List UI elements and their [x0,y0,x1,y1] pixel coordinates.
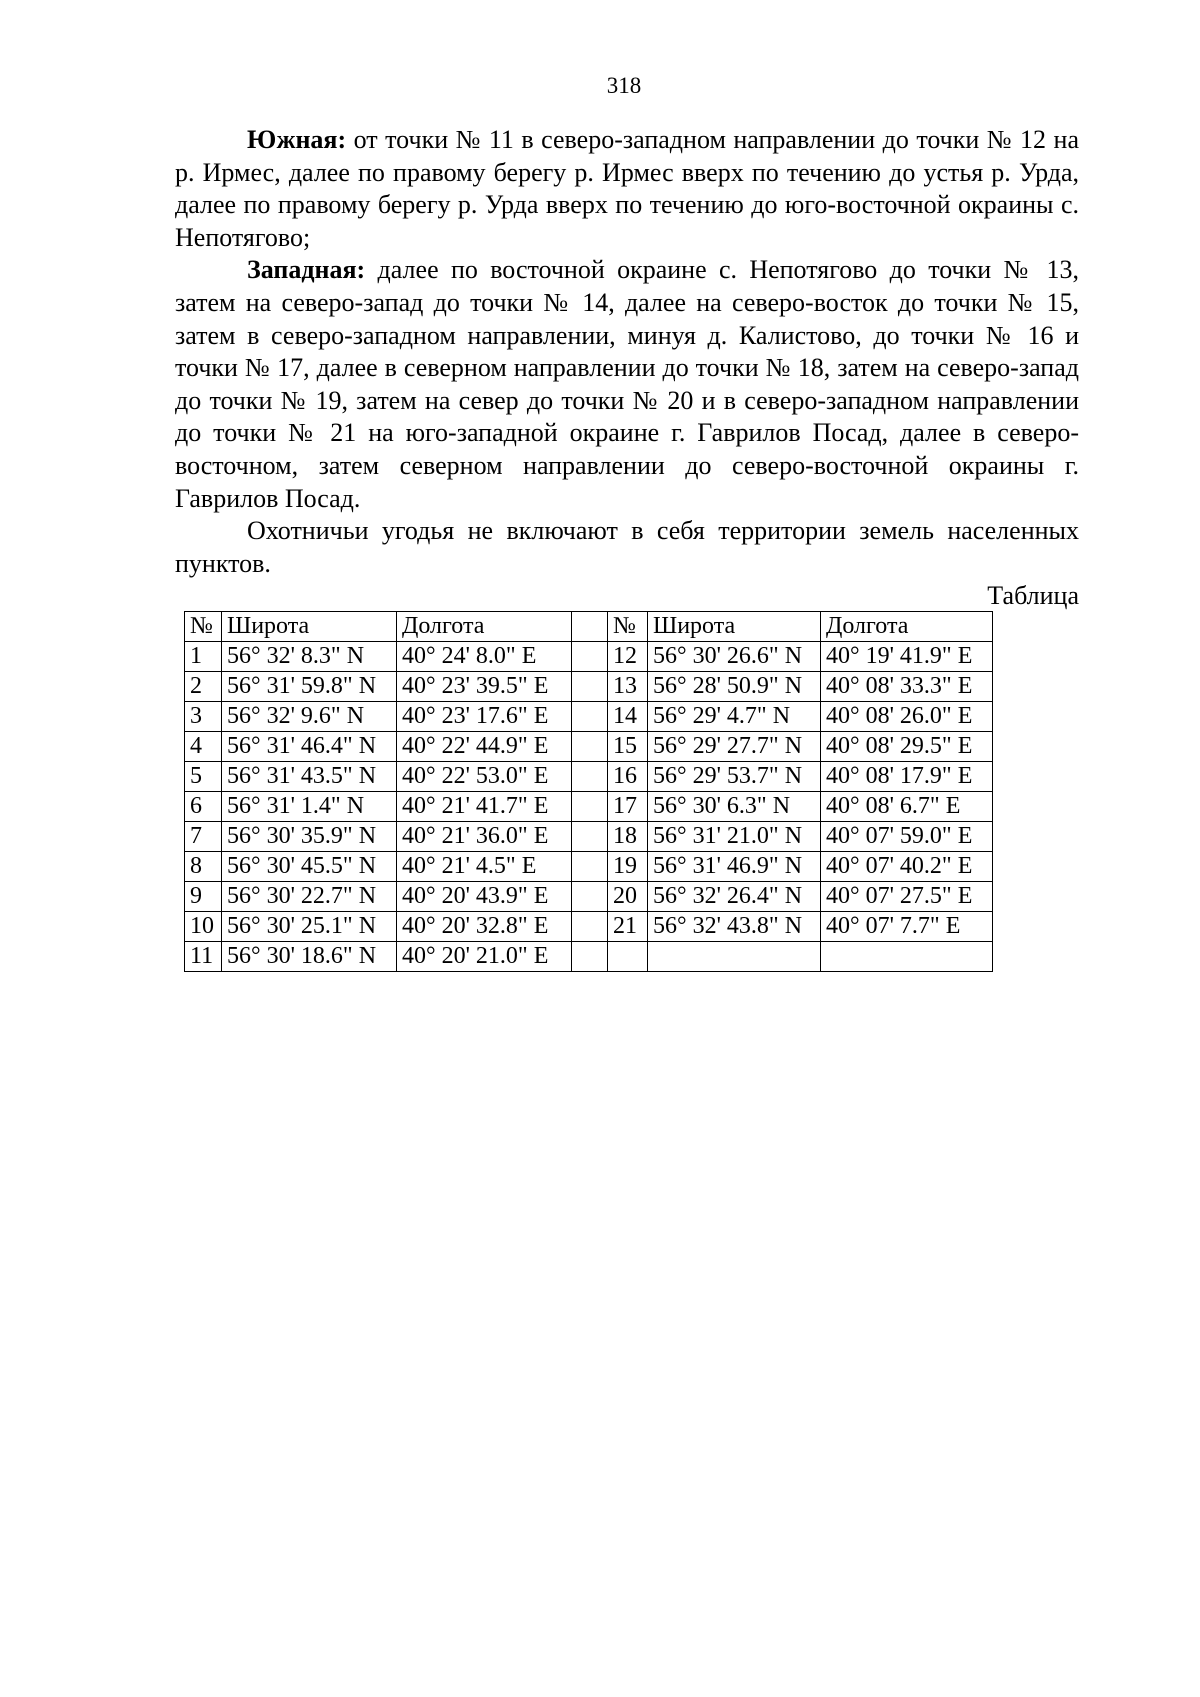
cell-longitude-2 [821,942,993,972]
cell-longitude: 40° 21' 4.5" E [397,852,572,882]
page-number: 318 [606,73,642,98]
table-body [185,612,993,972]
cell-longitude-2: 40° 08' 29.5" E [821,732,993,762]
cell-latitude-2: 56° 32' 26.4" N [648,882,821,912]
cell-number: 6 [185,792,222,822]
cell-latitude-2: 56° 31' 46.9" N [648,852,821,882]
cell-latitude: 56° 31' 43.5" N [222,762,397,792]
cell-latitude-2: 56° 30' 6.3" N [648,792,821,822]
header-cell-number: № [185,612,222,642]
cell-number-2: 18 [608,822,648,852]
cell-latitude-2: 56° 28' 50.9" N [648,672,821,702]
cell-number: 5 [185,762,222,792]
cell-number-2: 19 [608,852,648,882]
cell-latitude: 56° 32' 9.6" N [222,702,397,732]
table-row [185,822,993,852]
cell-latitude: 56° 30' 35.9" N [222,822,397,852]
cell-number-2: 12 [608,642,648,672]
cell-longitude: 40° 20' 32.8" E [397,912,572,942]
table-row [185,732,993,762]
cell-gap [572,912,608,942]
cell-latitude-2: 56° 29' 27.7" N [648,732,821,762]
cell-longitude: 40° 20' 43.9" E [397,882,572,912]
cell-gap [572,732,608,762]
cell-longitude-2: 40° 07' 59.0" E [821,822,993,852]
cell-latitude-2: 56° 32' 43.8" N [648,912,821,942]
cell-number: 8 [185,852,222,882]
header-cell-latitude-2: Широта [648,612,821,642]
cell-latitude: 56° 31' 46.4" N [222,732,397,762]
paragraph-lead: Южная: [247,125,347,154]
cell-latitude: 56° 31' 1.4" N [222,792,397,822]
cell-longitude-2: 40° 08' 17.9" E [821,762,993,792]
cell-longitude: 40° 22' 44.9" E [397,732,572,762]
cell-longitude: 40° 23' 39.5" E [397,672,572,702]
cell-gap [572,882,608,912]
cell-number: 7 [185,822,222,852]
paragraph-lead: Западная: [247,255,366,285]
table-row [185,912,993,942]
cell-number-2: 15 [608,732,648,762]
cell-longitude: 40° 20' 21.0" E [397,942,572,972]
cell-latitude-2: 56° 29' 53.7" N [648,762,821,792]
table-row [185,942,993,972]
header-cell-latitude: Широта [222,612,397,642]
cell-longitude: 40° 24' 8.0" E [397,642,572,672]
cell-latitude: 56° 30' 18.6" N [222,942,397,972]
paragraph-note [175,515,1079,580]
cell-number: 10 [185,912,222,942]
table-row [185,792,993,822]
table-row [185,762,993,792]
cell-longitude-2: 40° 07' 7.7" E [821,912,993,942]
cell-gap [572,792,608,822]
header-cell-longitude: Долгота [397,612,572,642]
cell-latitude-2: 56° 30' 26.6" N [648,642,821,672]
cell-gap [572,942,608,972]
cell-latitude: 56° 30' 45.5" N [222,852,397,882]
cell-gap [572,852,608,882]
table-row [185,672,993,702]
cell-gap [572,642,608,672]
paragraph-west [175,254,1079,515]
cell-longitude-2: 40° 19' 41.9" E [821,642,993,672]
cell-number: 11 [185,942,222,972]
cell-latitude: 56° 32' 8.3" N [222,642,397,672]
header-cell-number-2: № [608,612,648,642]
cell-gap [572,822,608,852]
paragraph-south [175,124,1079,254]
header-cell-gap [572,612,608,642]
paragraph-text: далее по восточной окраине с. Непотягово до точки № 13, затем на северо-запад до точки № 14, далее на северо-восток до точки № 15, затем в северо-западном направлении, минуя д. Калистово, до точки № 16 и точки № 17, далее в северном направлении до точки № 18, затем на северо-запад до точки № 19, затем на север до точки № 20 и в северо-западном направлении до точки № 21 на юго-западной окраине г. Гаврилов Посад, далее в северо-восточном, затем северном направлении до северо-восточной окраины г. Гаврилов Посад. [175,255,1079,513]
cell-latitude-2: 56° 29' 4.7" N [648,702,821,732]
cell-number-2: 16 [608,762,648,792]
table-caption: Таблица [987,581,1079,610]
cell-number: 1 [185,642,222,672]
cell-number: 3 [185,702,222,732]
cell-number-2: 17 [608,792,648,822]
cell-number: 2 [185,672,222,702]
cell-number: 9 [185,882,222,912]
coordinates-table [184,611,993,972]
cell-gap [572,672,608,702]
cell-latitude-2: 56° 31' 21.0" N [648,822,821,852]
cell-longitude-2: 40° 08' 26.0" E [821,702,993,732]
cell-number-2: 13 [608,672,648,702]
table-row [185,642,993,672]
cell-longitude-2: 40° 07' 40.2" E [821,852,993,882]
cell-longitude: 40° 22' 53.0" E [397,762,572,792]
table-row [185,852,993,882]
header-cell-longitude-2: Долгота [821,612,993,642]
cell-longitude-2: 40° 08' 6.7" E [821,792,993,822]
table-header-row [185,612,993,642]
cell-number: 4 [185,732,222,762]
cell-longitude: 40° 21' 41.7" E [397,792,572,822]
paragraph-text: Охотничьи угодья не включают в себя территории земель населенных пунктов. [175,516,1079,578]
cell-gap [572,762,608,792]
cell-number-2: 20 [608,882,648,912]
body-text [175,124,1079,580]
table-row [185,702,993,732]
cell-latitude-2 [648,942,821,972]
cell-longitude-2: 40° 08' 33.3" E [821,672,993,702]
cell-longitude-2: 40° 07' 27.5" E [821,882,993,912]
table-row [185,882,993,912]
paragraph-text: от точки № 11 в северо-западном направлении до точки № 12 на р. Ирмес, далее по правому берегу р. Ирмес вверх по течению до устья р. Урда, далее по правому берегу р. Урда вверх по течению до юго-восточной окраины с. Непотягово; [175,125,1079,252]
cell-longitude: 40° 23' 17.6" E [397,702,572,732]
cell-latitude: 56° 31' 59.8" N [222,672,397,702]
cell-latitude: 56° 30' 22.7" N [222,882,397,912]
cell-number-2: 21 [608,912,648,942]
cell-latitude: 56° 30' 25.1" N [222,912,397,942]
cell-number-2 [608,942,648,972]
cell-number-2: 14 [608,702,648,732]
cell-longitude: 40° 21' 36.0" E [397,822,572,852]
cell-gap [572,702,608,732]
